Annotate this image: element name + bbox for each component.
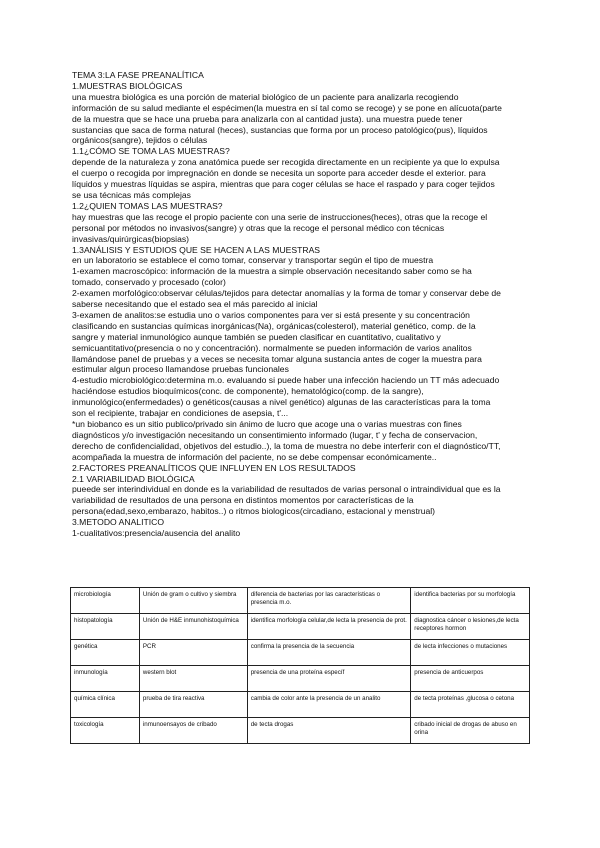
table-cell: genética <box>71 640 140 666</box>
table-cell: diferencia de bacterias por las características o presencia m.o. <box>247 588 411 614</box>
table-row <box>71 666 530 692</box>
table-cell: inmunoensayos de cribado <box>139 718 247 744</box>
table-row <box>71 640 530 666</box>
table-cell: PCR <box>139 640 247 666</box>
text-line: clasificando en sustancias químicas inorgánicas(Na), orgánicas(colesterol), material genético, comp. de la <box>72 320 476 331</box>
text-line: en un laboratorio se establece el como tomar, conservar y transportar según el tipo de muestra <box>72 255 434 266</box>
text-line: orgánicos(sangre), tejidos o células <box>72 135 208 146</box>
text-line: de la muestra que se hace una prueba para analizarla con al cantidad justa). una muestra puede tener <box>72 113 463 124</box>
table-cell: prueba de tira reactiva <box>139 692 247 718</box>
text-line: 1.3ANÁLISIS Y ESTUDIOS QUE SE HACEN A LAS MUESTRAS <box>72 244 321 255</box>
text-line: una muestra biológica es una porción de material biológico de un paciente para analizarla recogiendo <box>72 91 459 102</box>
table-row <box>71 718 530 744</box>
text-line: inmunológico(enfermedades) o genéticos(causas a nivel genético) algunas de las características para la toma <box>72 397 491 408</box>
text-line: *un biobanco es un sitio publico/privado sin ánimo de lucro que acoge una o varias muestras con fines <box>72 419 462 429</box>
table-row <box>71 588 530 614</box>
text-line: tomado, conservado y procesado (color) <box>72 277 226 288</box>
text-line: sustancias que saca de forma natural (heces), sustancias que forma por un proceso patológico(pus), líquidos <box>72 124 488 135</box>
table-cell: presencia de anticuerpos <box>411 666 530 692</box>
table-cell: microbiología <box>71 588 140 614</box>
text-line: estimular algun proceso llamandose pruebas funcionales <box>72 364 289 375</box>
text-line: 2.FACTORES PREANALÍTICOS QUE INFLUYEN EN LOS RESULTADOS <box>72 462 356 473</box>
text-line: 1-cualitativos:presencia/ausencia del analito <box>72 528 241 539</box>
text-line: 3.METODO ANALITICO <box>72 517 165 528</box>
text-line: hay muestras que las recoge el propio paciente con una serie de instrucciones(heces), otras que la recoge el <box>72 211 488 222</box>
table-cell: de tecta drogas <box>247 718 411 744</box>
document-body <box>72 70 532 539</box>
text-line: 1-examen macroscópico: información de la muestra a simple observación necesitando saber como se ha <box>72 266 472 277</box>
text-line: 3-examen de analitos:se estudia uno o varios componentes para ver si está presente y su concentración <box>72 309 470 320</box>
text-line: información de su salud mediante el espécimen(la muestra en sí tal como se recoge) y se pone en alícuota(parte <box>72 102 502 113</box>
table-cell: western blot <box>139 666 247 692</box>
text-line: diagnósticos y/o investigación necesitando un consentimiento informado (lugar, t' y fecha de conservacion, <box>72 429 478 440</box>
text-line: haciéndose estudios bioquímicos(conc. de componente), hematológico(comp. de la sangre), <box>72 386 424 397</box>
text-line: 1.2¿QUIEN TOMAS LAS MUESTRAS? <box>72 200 223 211</box>
text-line: saberse necesitando que el estado sea el más parecido al inicial <box>72 299 318 310</box>
table-cell: presencia de una proteína específ <box>247 666 411 692</box>
text-line: 2.1 VARIABILIDAD BIOLÓGICA <box>72 473 195 484</box>
text-line: semicuantitativo(presencia o no y concentración). normalmente se pueden información de varios analitos <box>72 342 472 353</box>
table-cell: de lecta infecciones o mutaciones <box>411 640 530 666</box>
text-line: variabilidad de resultados de una persona en distintos momentos por características de la <box>72 495 414 506</box>
text-line: depende de la naturaleza y zona anatómica puede ser recogida directamente en un recipiente ya que lo expulsa <box>72 157 500 168</box>
text-line: 1.MUESTRAS BIOLÓGICAS <box>72 80 183 91</box>
text-line: TEMA 3:LA FASE PREANALÍTICA <box>72 70 204 80</box>
text-line: persona(edad,sexo,embarazo, habitos..) o ritmos biologicos(circadiano, estacional y menstrual) <box>72 506 436 517</box>
text-line: se usa técnicas más complejas <box>72 189 191 200</box>
text-line: el cuerpo o recogida por impregnación en donde se necesita un soporte para acceder desde el exterior. para <box>72 168 486 179</box>
table-cell: cribado inicial de drogas de abuso en orina <box>411 718 530 744</box>
table-cell: histopatología <box>71 614 140 640</box>
text-line: invasivas/quirúrgicas(biopsias) <box>72 233 190 244</box>
table-row <box>71 692 530 718</box>
table-cell: de tecta proteínas ,glucosa o cetona <box>411 692 530 718</box>
table-cell: inmunología <box>71 666 140 692</box>
text-line: 2-examen morfológico:observar células/tejidos para detectar anomalías y la forma de tomar y conservar debe de <box>72 288 501 299</box>
table-cell: identifica morfología celular,de lecta la presencia de prot. <box>247 614 411 640</box>
table-cell: cambia de color ante la presencia de un analito <box>247 692 411 718</box>
analytic-methods-table <box>70 587 530 744</box>
text-line: 1.1¿CÓMO SE TOMA LAS MUESTRAS? <box>72 146 230 157</box>
table-cell: química clínica <box>71 692 140 718</box>
table-row <box>71 614 530 640</box>
text-line: líquidos y muestras líquidas se aspira, mientras que para coger células se hace el raspado y para coger tejidos <box>72 179 495 190</box>
table-cell: confirma la presencia de la secuencia <box>247 640 411 666</box>
text-line: sangre y material inmunológico aunque también se pueden clasificar en cuantitativo, cualitativo y <box>72 331 441 342</box>
table-cell: diagnostica cáncer o lesiones,de lecta receptores hormon <box>411 614 530 640</box>
text-line: 4-estudio microbiológico:determina m.o. evaluando si puede haber una infección haciendo un TT más adecuado <box>72 375 500 386</box>
text-line: llamándose panel de pruebas y a veces se necesita tomar alguna sustancia antes de coger la muestra para <box>72 353 482 364</box>
table-cell: Unión de gram o cultivo y siembra <box>139 588 247 614</box>
text-line: derecho de confidencialidad, objetivos del estudio..), la toma de muestra no debe interferir con el diagnóstico/TT, <box>72 440 501 451</box>
table-cell: Unión de H&E inmunohistoquímica <box>139 614 247 640</box>
text-line: personal por métodos no invasivos(sangre) y otras que la recoge el personal médico con técnicas <box>72 222 445 233</box>
table-cell: toxicología <box>71 718 140 744</box>
text-line: pueede ser interindividual en donde es la variabilidad de resultados de varias personal o intraindividual que es la <box>72 484 501 495</box>
text-line: acompañada la muestra de información del paciente, no se debe compensar económicamente.. <box>72 451 437 462</box>
text-line: son el recipiente, trabajar en condiciones de asepsia, t'... <box>72 408 289 419</box>
table-cell: identifica bacterias por su morfología <box>411 588 530 614</box>
